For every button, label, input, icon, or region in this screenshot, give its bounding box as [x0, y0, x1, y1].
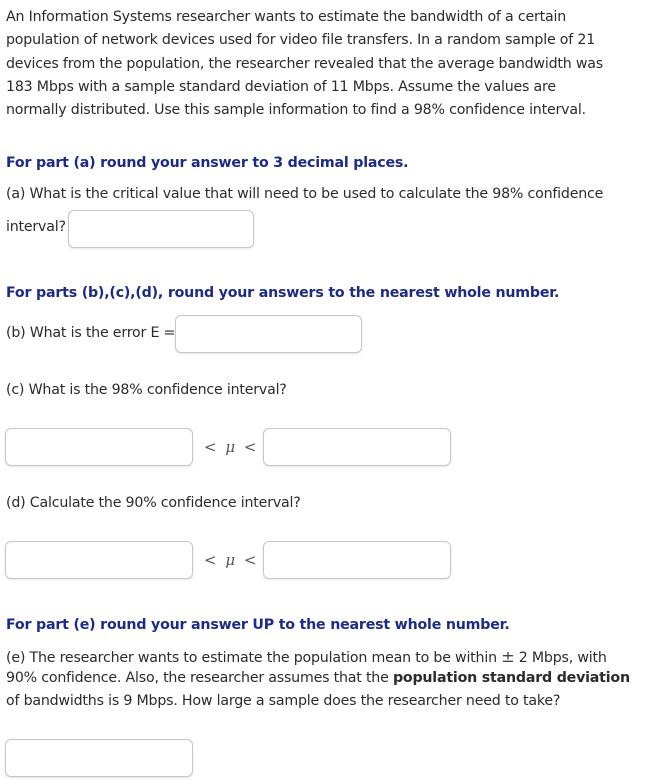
- part-d-question: (d) Calculate the 90% confidence interval?: [6, 495, 301, 511]
- part-e-line1: [6, 647, 607, 666]
- part-b-question: (b) What is the error E =: [6, 325, 176, 341]
- part-a-header: For part (a) round your answer to 3 decimal places.: [6, 155, 409, 171]
- part-e-line3: of bandwidths is 9 Mbps. How large a sample does the researcher need to take?: [6, 693, 561, 709]
- part-d-lower-input[interactable]: [5, 541, 193, 579]
- part-e-line1-text-end: 2 Mbps, with: [518, 650, 607, 666]
- intro-line: population of network devices used for video file transfers. In a random sample of 21: [6, 32, 596, 49]
- part-e-bold-term: population standard deviation: [392, 670, 630, 686]
- part-c-upper-input[interactable]: [263, 428, 451, 466]
- part-b-answer-input[interactable]: [175, 315, 362, 353]
- part-bcd-header: For parts (b),(c),(d), round your answers to the nearest whole number.: [6, 285, 560, 301]
- intro-line: An Information Systems researcher wants to estimate the bandwidth of a certain: [6, 9, 566, 25]
- intro-line: normally distributed. Use this sample information to find a 98% confidence interval.: [6, 102, 586, 119]
- plus-minus-symbol: ±: [501, 647, 515, 666]
- part-e-header: For part (e) round your answer UP to the nearest whole number.: [6, 617, 510, 633]
- part-a-question-line1: (a) What is the critical value that will need to be used to calculate the 98% confidence: [6, 186, 604, 202]
- part-a-question-line2: interval?: [6, 219, 66, 235]
- intro-line: 183 Mbps with a sample standard deviation of 11 Mbps. Assume the values are: [6, 78, 556, 95]
- part-e-answer-input[interactable]: [5, 739, 193, 777]
- part-c-question: (c) What is the 98% confidence interval?: [6, 382, 287, 398]
- part-d-mu-inequality: < μ <: [204, 551, 259, 569]
- intro-line: devices from the population, the researcher revealed that the average bandwidth was: [6, 55, 603, 72]
- part-e-line2-text: 90% confidence. Also, the researcher assumes that the: [6, 670, 393, 686]
- part-d-upper-input[interactable]: [263, 541, 451, 579]
- problem-intro: [6, 6, 646, 122]
- part-e-line2: [6, 670, 630, 686]
- part-e-line1-text: (e) The researcher wants to estimate the population mean to be within: [6, 650, 502, 666]
- part-a-answer-input[interactable]: [68, 210, 254, 248]
- part-c-mu-inequality: < μ <: [204, 438, 259, 456]
- part-c-lower-input[interactable]: [5, 428, 193, 466]
